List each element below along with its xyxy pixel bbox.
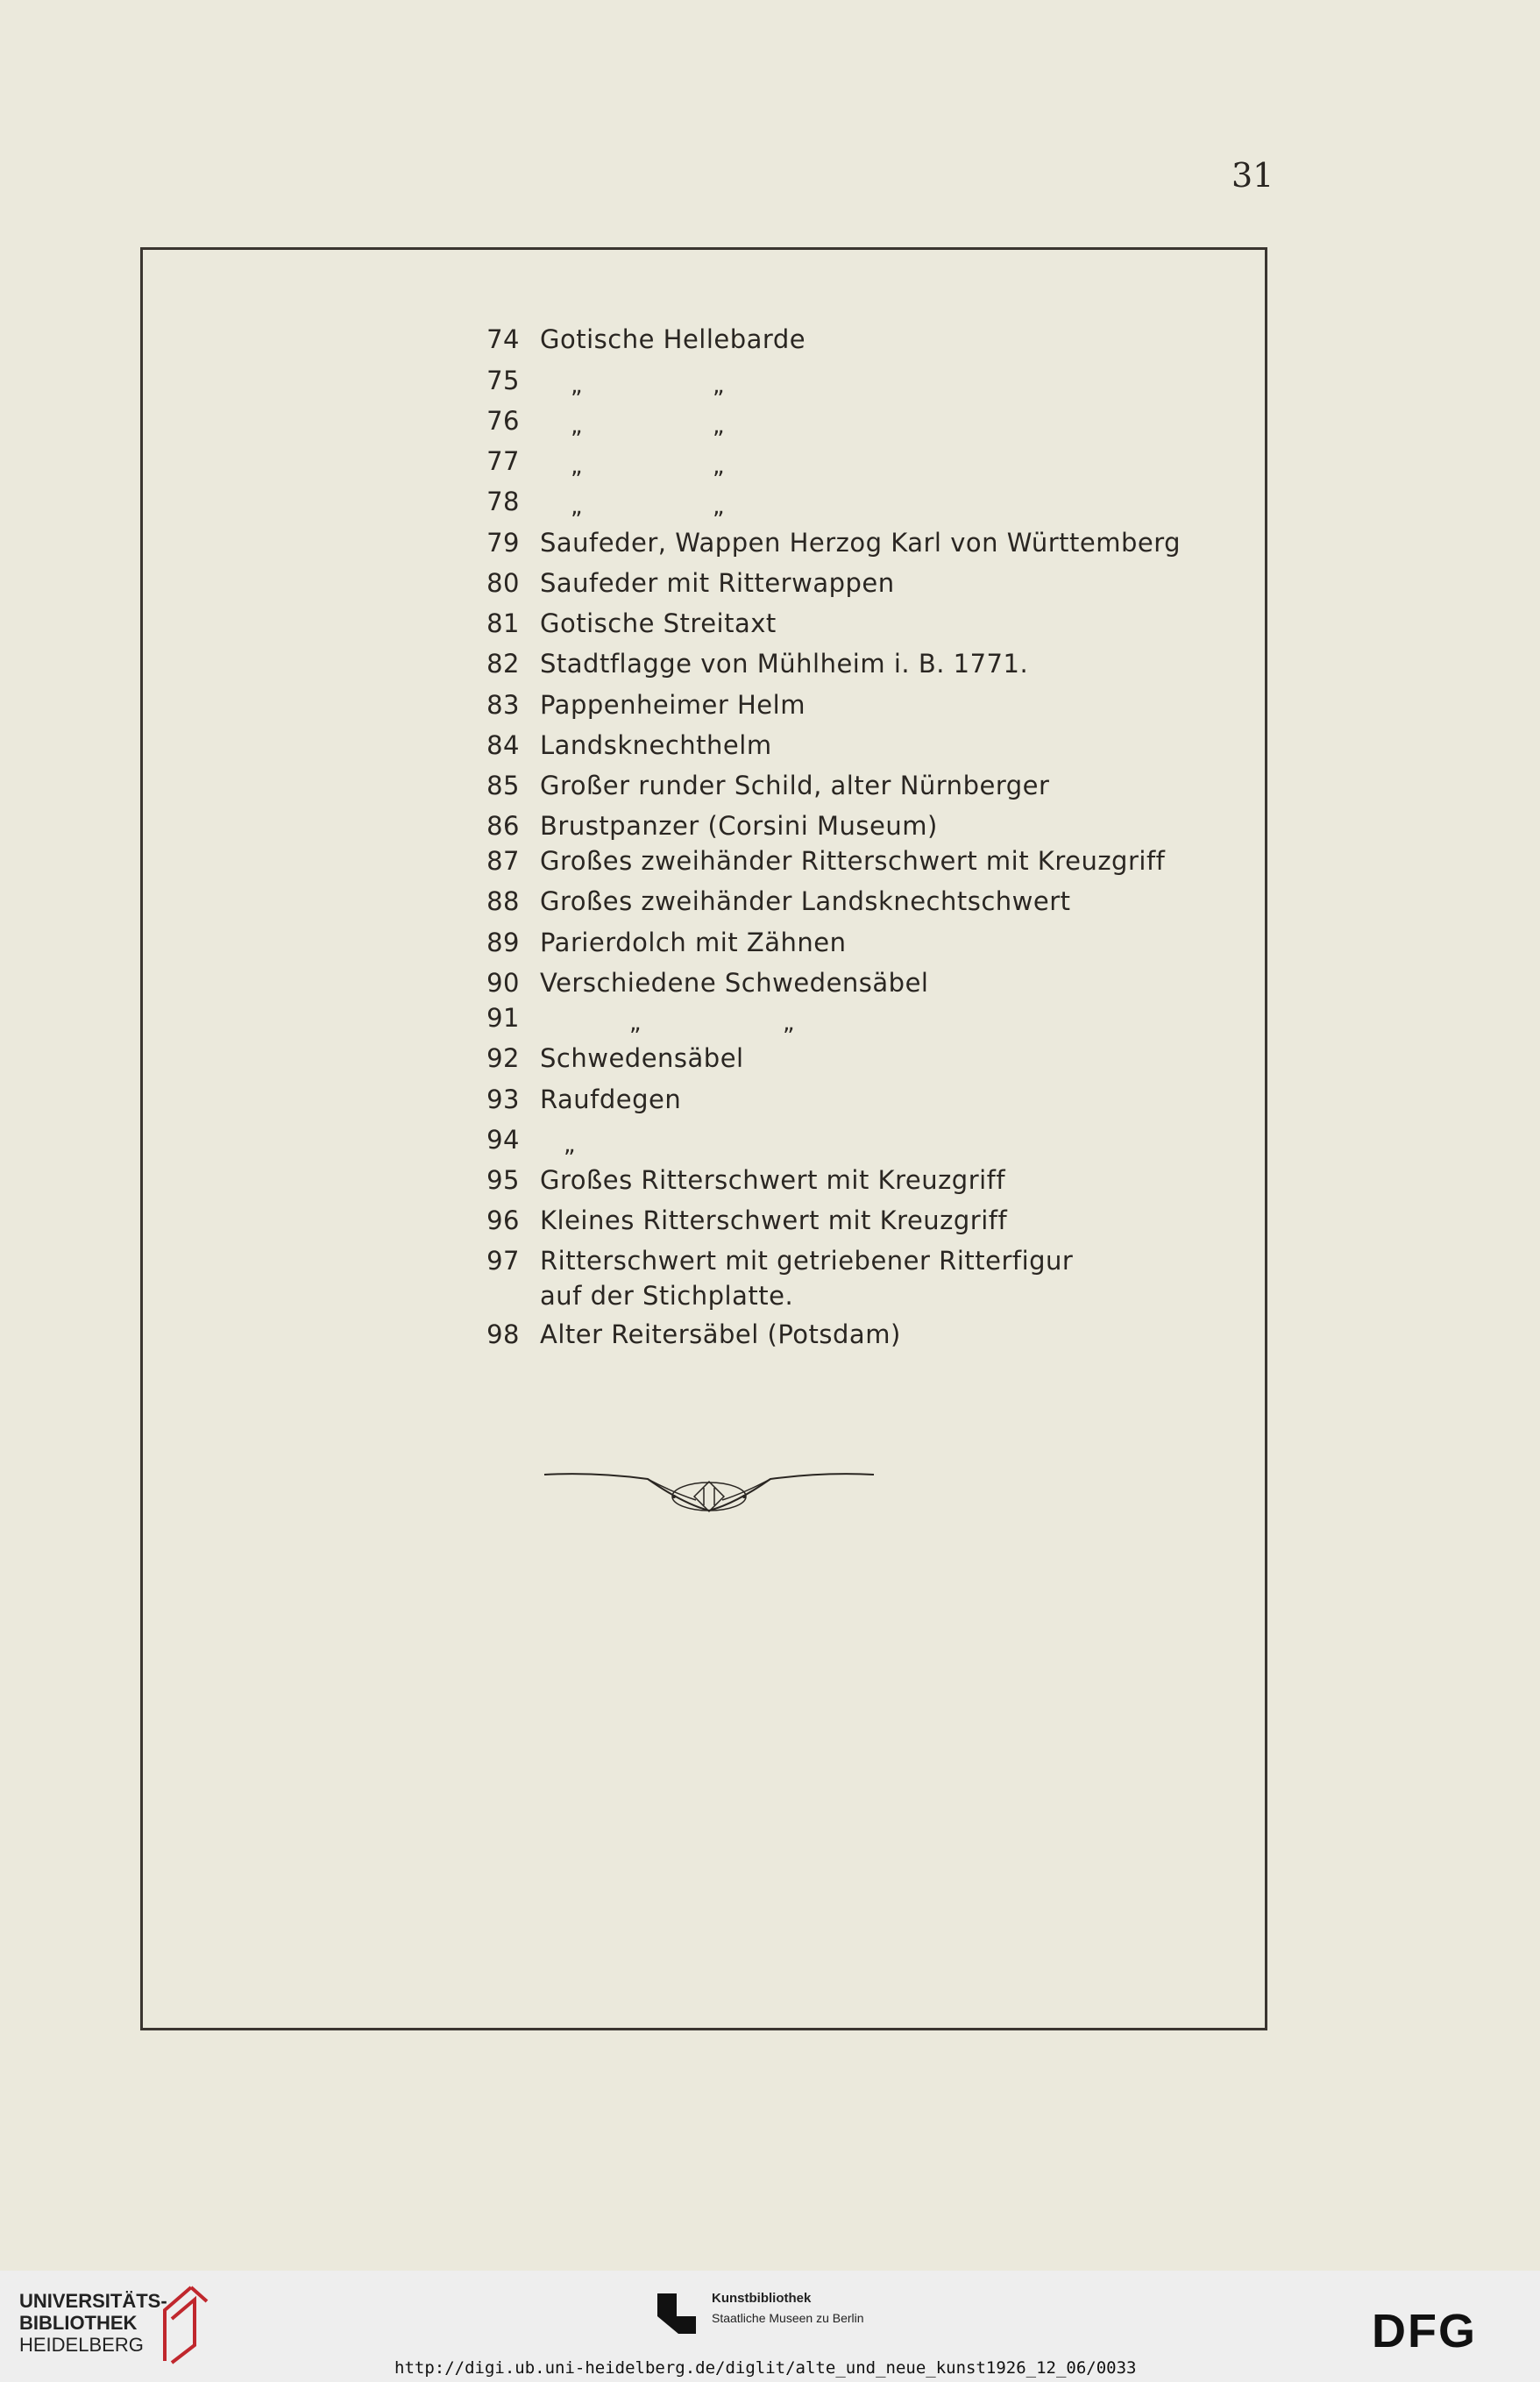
item-number: 81 bbox=[486, 608, 520, 638]
item-title: Großes Ritterschwert mit Kreuzgriff bbox=[540, 1165, 1006, 1195]
list-item bbox=[143, 324, 1265, 359]
dfg-logo[interactable]: DFG bbox=[1372, 2305, 1477, 2357]
item-title: Großes zweihänder Landsknechtschwert bbox=[540, 886, 1071, 916]
item-title: Großes zweihänder Ritterschwert mit Kreuzgriff bbox=[540, 846, 1166, 876]
item-number: 75 bbox=[486, 366, 520, 395]
list-item bbox=[143, 730, 1265, 765]
item-number: 92 bbox=[486, 1043, 520, 1073]
ornament-flourish-icon bbox=[543, 1468, 876, 1521]
item-number: 90 bbox=[486, 968, 520, 998]
item-number: 76 bbox=[486, 406, 520, 436]
item-title: Saufeder mit Ritterwappen bbox=[540, 568, 895, 598]
item-number: 87 bbox=[486, 846, 520, 876]
list-item bbox=[143, 771, 1265, 806]
item-title: Saufeder, Wappen Herzog Karl von Württemberg bbox=[540, 528, 1182, 558]
ditto-mark: „ bbox=[783, 1010, 795, 1036]
list-item bbox=[143, 649, 1265, 684]
item-title: Ritterschwert mit getriebener Ritterfigur bbox=[540, 1246, 1074, 1276]
ub-logo-line3: HEIDELBERG bbox=[19, 2334, 144, 2356]
item-title: Brustpanzer (Corsini Museum) bbox=[540, 811, 938, 841]
item-number: 88 bbox=[486, 886, 520, 916]
list-item bbox=[143, 568, 1265, 603]
item-title: Alter Reitersäbel (Potsdam) bbox=[540, 1319, 901, 1349]
ditto-mark: „ bbox=[713, 373, 725, 399]
catalog-frame bbox=[140, 247, 1267, 2030]
ditto-mark: „ bbox=[571, 373, 583, 399]
footer-bar bbox=[0, 2271, 1540, 2382]
item-title: Landsknechthelm bbox=[540, 730, 772, 760]
item-title-continuation: auf der Stichplatte. bbox=[540, 1281, 794, 1311]
kunstbibliothek-logo-icon[interactable] bbox=[656, 2290, 699, 2339]
list-item bbox=[143, 1084, 1265, 1120]
item-title: Verschiedene Schwedensäbel bbox=[540, 968, 929, 998]
catalog-list bbox=[143, 250, 1265, 2028]
item-number: 96 bbox=[486, 1205, 520, 1235]
ub-bracket-icon bbox=[156, 2284, 210, 2364]
ub-logo-line1: UNIVERSITÄTS- bbox=[19, 2290, 167, 2312]
list-item bbox=[143, 846, 1265, 881]
ub-logo-line2: BIBLIOTHEK bbox=[19, 2312, 138, 2334]
source-url-link[interactable]: http://digi.ub.uni-heidelberg.de/diglit/alte_und_neue_kunst1926_12_06/0033 bbox=[394, 2358, 1137, 2378]
item-number: 86 bbox=[486, 811, 520, 841]
item-title: Gotische Streitaxt bbox=[540, 608, 777, 638]
item-number: 98 bbox=[486, 1319, 520, 1349]
ditto-mark: „ bbox=[713, 413, 725, 439]
list-item bbox=[143, 1003, 1265, 1038]
list-item bbox=[143, 1165, 1265, 1200]
ditto-mark: „ bbox=[564, 1132, 576, 1158]
item-title: Raufdegen bbox=[540, 1084, 682, 1114]
item-title: Parierdolch mit Zähnen bbox=[540, 928, 847, 957]
item-number: 74 bbox=[486, 324, 520, 354]
item-number: 78 bbox=[486, 487, 520, 516]
list-item bbox=[143, 487, 1265, 522]
list-item bbox=[143, 1043, 1265, 1078]
list-item bbox=[143, 928, 1265, 963]
ditto-mark: „ bbox=[629, 1010, 642, 1036]
item-number: 85 bbox=[486, 771, 520, 800]
item-number: 80 bbox=[486, 568, 520, 598]
list-item bbox=[143, 528, 1265, 563]
list-item bbox=[143, 968, 1265, 1003]
item-number: 83 bbox=[486, 690, 520, 720]
ub-heidelberg-logo[interactable] bbox=[19, 2290, 167, 2356]
item-title: Stadtflagge von Mühlheim i. B. 1771. bbox=[540, 649, 1029, 679]
item-number: 82 bbox=[486, 649, 520, 679]
list-item bbox=[143, 406, 1265, 441]
list-item bbox=[143, 1246, 1265, 1311]
list-item bbox=[143, 811, 1265, 846]
item-number: 93 bbox=[486, 1084, 520, 1114]
list-item bbox=[143, 366, 1265, 401]
list-item bbox=[143, 608, 1265, 643]
item-number: 97 bbox=[486, 1246, 520, 1276]
list-item bbox=[143, 1205, 1265, 1241]
kunstbibliothek-text bbox=[712, 2288, 864, 2328]
item-title: Pappenheimer Helm bbox=[540, 690, 805, 720]
list-item bbox=[143, 886, 1265, 921]
item-number: 77 bbox=[486, 446, 520, 476]
kb-line2: Staatliche Museen zu Berlin bbox=[712, 2311, 864, 2325]
page-number: 31 bbox=[1231, 156, 1274, 195]
item-number: 84 bbox=[486, 730, 520, 760]
ditto-mark: „ bbox=[713, 494, 725, 520]
list-item bbox=[143, 1125, 1265, 1160]
item-number: 89 bbox=[486, 928, 520, 957]
kb-line1: Kunstbibliothek bbox=[712, 2291, 812, 2306]
item-number: 94 bbox=[486, 1125, 520, 1155]
item-title: Gotische Hellebarde bbox=[540, 324, 806, 354]
list-item bbox=[143, 690, 1265, 725]
item-number: 95 bbox=[486, 1165, 520, 1195]
item-title: Großer runder Schild, alter Nürnberger bbox=[540, 771, 1050, 800]
ditto-mark: „ bbox=[571, 453, 583, 480]
item-number: 91 bbox=[486, 1003, 520, 1033]
ditto-mark: „ bbox=[713, 453, 725, 480]
ditto-mark: „ bbox=[571, 413, 583, 439]
list-item bbox=[143, 446, 1265, 481]
item-number: 79 bbox=[486, 528, 520, 558]
ditto-mark: „ bbox=[571, 494, 583, 520]
list-item bbox=[143, 1319, 1265, 1355]
item-title: Schwedensäbel bbox=[540, 1043, 744, 1073]
item-title: Kleines Ritterschwert mit Kreuzgriff bbox=[540, 1205, 1008, 1235]
